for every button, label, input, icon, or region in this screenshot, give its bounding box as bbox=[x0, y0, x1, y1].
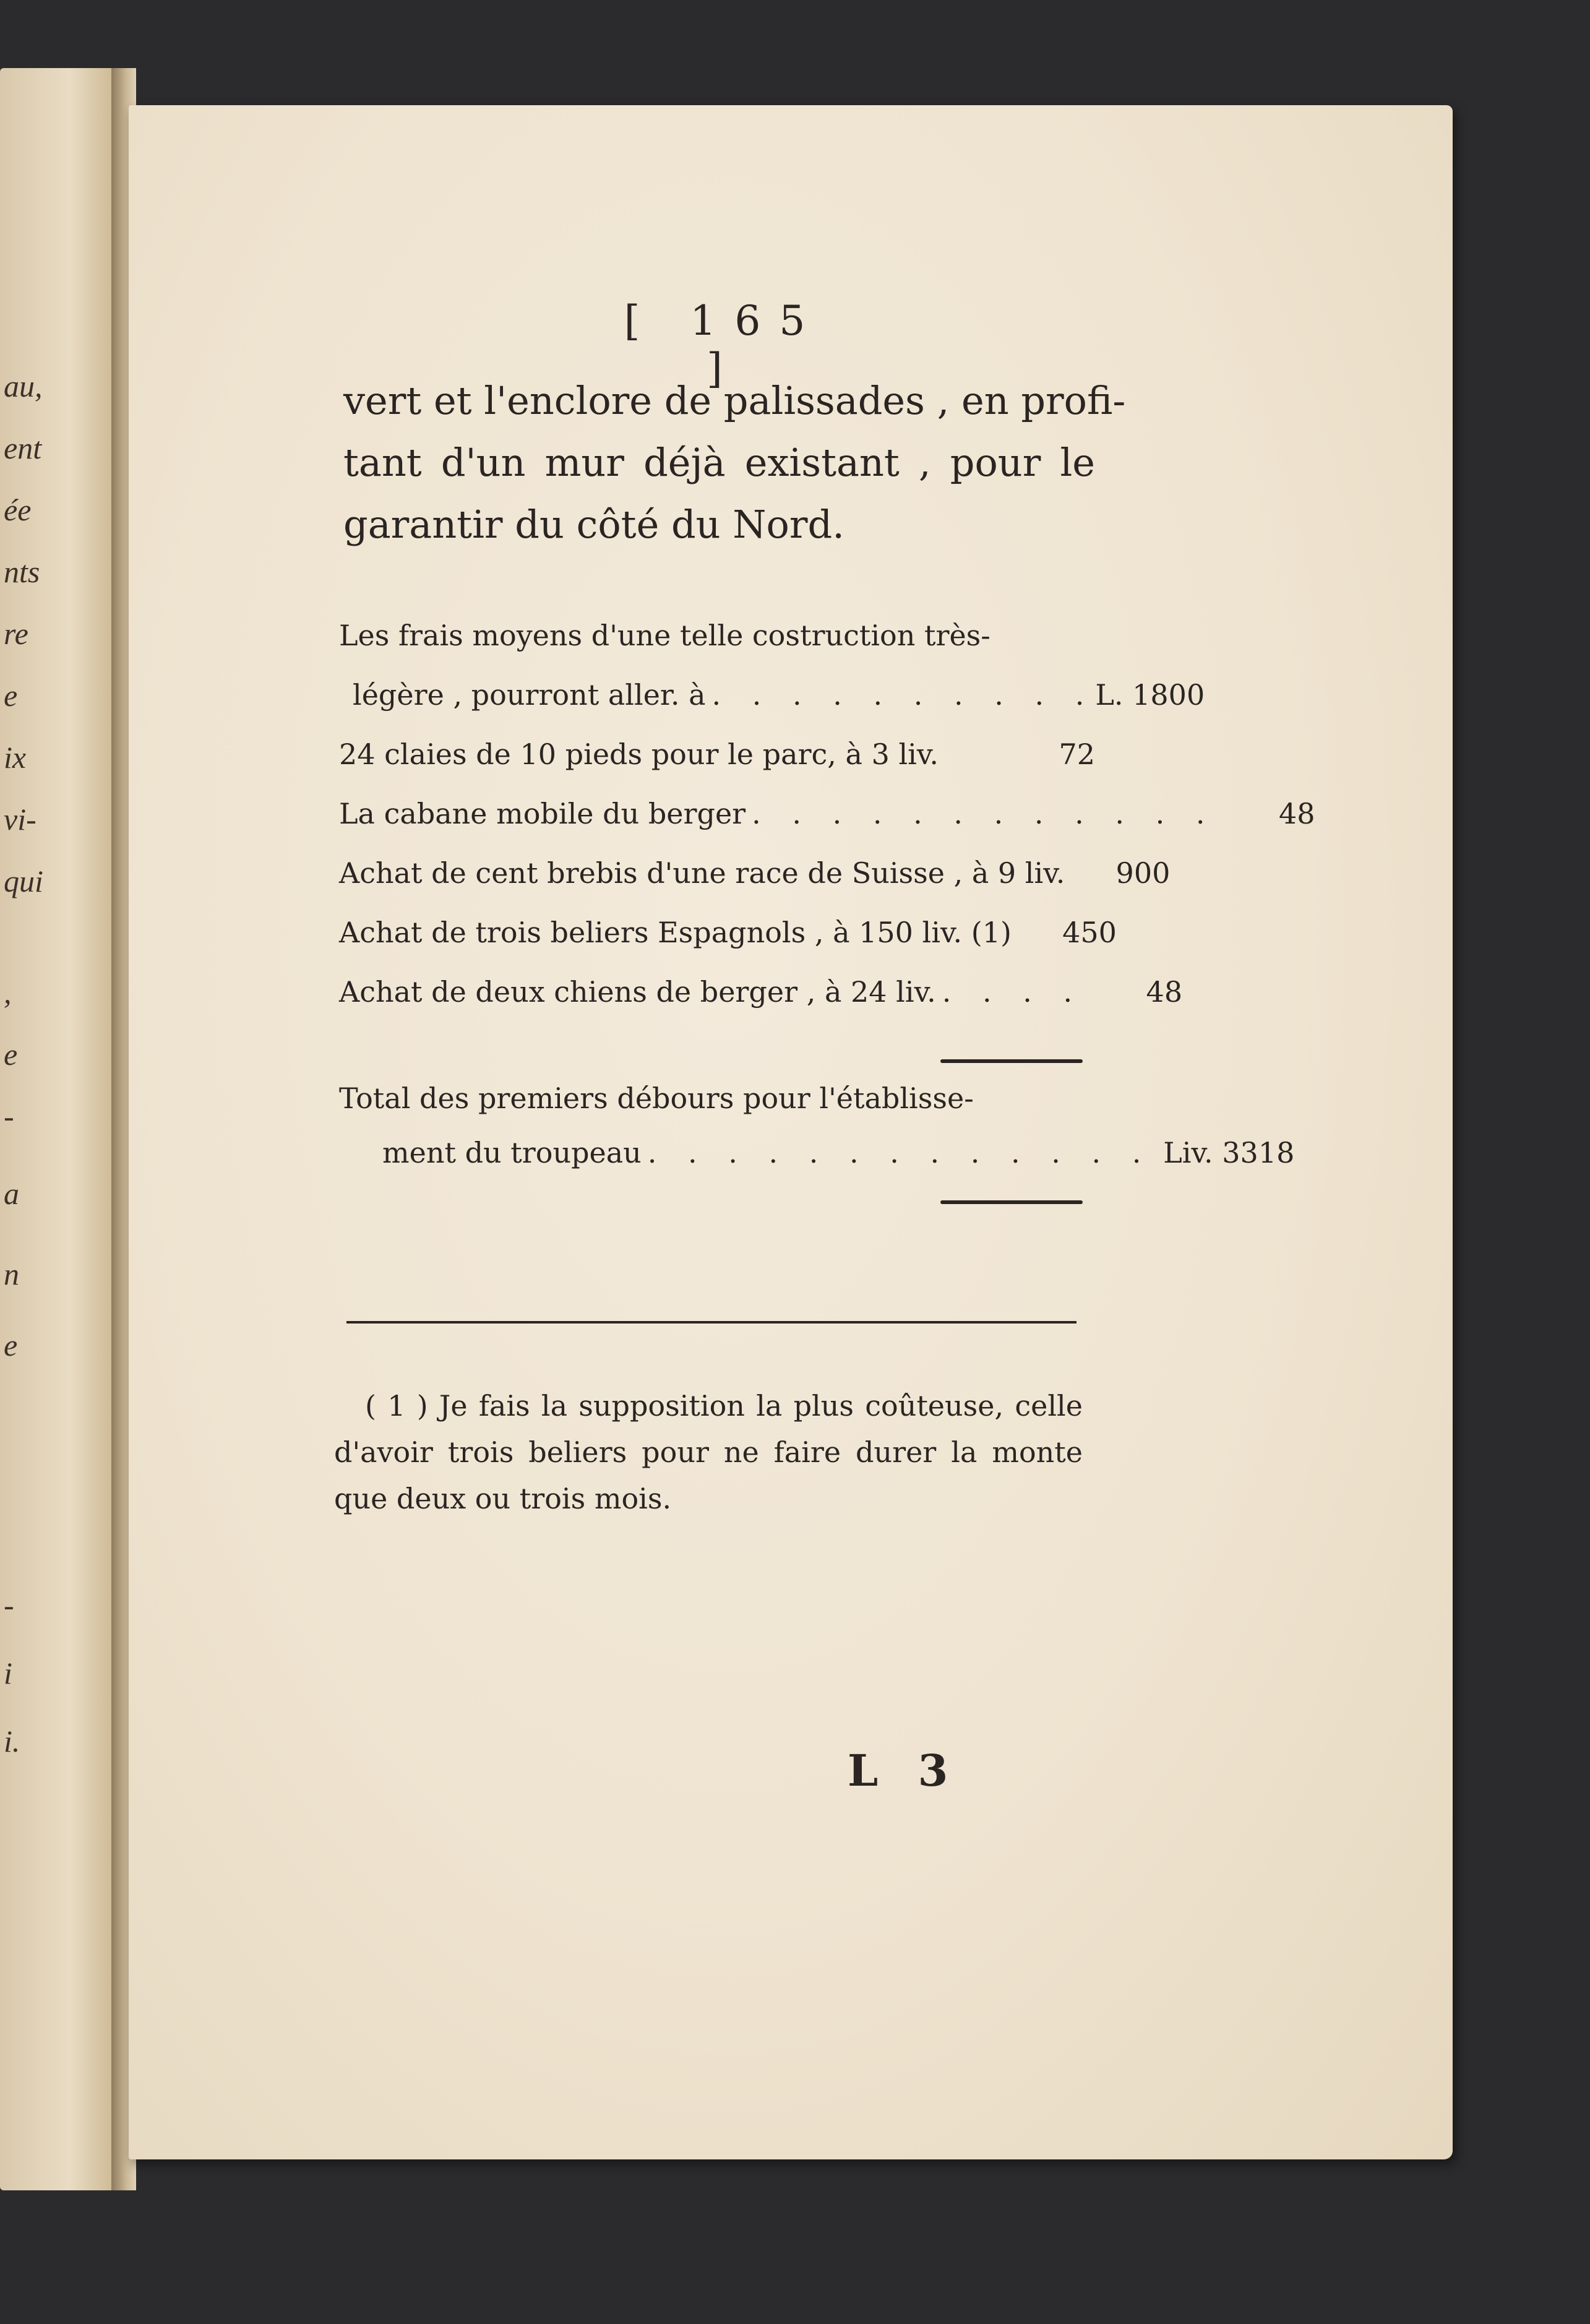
expense-label: légère , pourront aller. à bbox=[353, 678, 706, 712]
left-page-fragment: , bbox=[4, 975, 12, 1010]
total-amount: Liv. 3318 bbox=[1163, 1136, 1295, 1169]
signature-mark: L 3 bbox=[848, 1745, 961, 1796]
left-page-fragment: nts bbox=[4, 554, 40, 589]
expense-label: Achat de cent brebis d'une race de Suisse , à 9 liv. bbox=[339, 856, 1065, 890]
left-page-fragment: re bbox=[4, 616, 28, 651]
expense-label: Les frais moyens d'une telle costruction très- bbox=[339, 619, 991, 652]
expense-row bbox=[339, 856, 1171, 912]
expense-amount: 450 bbox=[1062, 916, 1117, 949]
left-page-fragment: - bbox=[4, 1099, 14, 1134]
expense-label: Achat de trois beliers Espagnols , à 150 liv. (1) bbox=[339, 916, 1012, 949]
left-page-fragment: au, bbox=[4, 369, 43, 403]
left-page-edge bbox=[0, 68, 127, 2190]
expense-label: Achat de deux chiens de berger , à 24 liv. bbox=[339, 975, 936, 1009]
left-page-fragment: a bbox=[4, 1176, 19, 1211]
expense-row bbox=[339, 678, 1205, 734]
expense-row bbox=[339, 797, 1315, 853]
body-paragraph bbox=[343, 370, 1126, 556]
left-page-fragment: - bbox=[4, 1588, 14, 1622]
left-page-fragment: vi- bbox=[4, 802, 37, 837]
total-label: ment du troupeau bbox=[382, 1136, 642, 1169]
footnote-line: que deux ou trois mois. bbox=[334, 1482, 672, 1515]
paragraph-line: garantir du côté du Nord. bbox=[343, 502, 844, 547]
left-page-fragment: qui bbox=[4, 864, 43, 898]
leader-dots: . . . . bbox=[942, 975, 1084, 1009]
leader-dots: . . . . . . . . . . . . . bbox=[647, 1136, 1153, 1169]
paragraph-line: vert et l'enclore de palissades , en profi- bbox=[343, 378, 1126, 423]
expense-amount: 72 bbox=[1059, 738, 1095, 771]
page-number: [ 165 ] bbox=[624, 297, 824, 392]
left-page-fragment: e bbox=[4, 678, 18, 713]
left-page-fragment: ent bbox=[4, 431, 42, 465]
total-label: Total des premiers débours pour l'établisse- bbox=[339, 1082, 974, 1115]
expense-label: 24 claies de 10 pieds pour le parc, à 3 liv. bbox=[339, 738, 939, 771]
expense-row bbox=[339, 619, 1095, 674]
expense-amount: 48 bbox=[1146, 975, 1183, 1009]
left-page-fragment: i bbox=[4, 1656, 12, 1690]
leader-dots: . . . . . . . . . . . . bbox=[752, 797, 1216, 830]
footnote-separator bbox=[346, 1321, 1076, 1323]
left-page-fragment: e bbox=[4, 1037, 18, 1072]
footnote-line: ( 1 ) Je fais la supposition la plus coûteuse, celle bbox=[365, 1389, 1083, 1422]
footnote bbox=[334, 1383, 1083, 1522]
footnote-line: d'avoir trois beliers pour ne faire durer la monte bbox=[334, 1435, 1083, 1469]
total-row bbox=[339, 1136, 1295, 1192]
leader-dots: . . . . . . . . . . bbox=[711, 678, 1096, 712]
expense-amount: 900 bbox=[1115, 856, 1171, 890]
subtotal-rule bbox=[940, 1059, 1083, 1063]
left-page-fragment: e bbox=[4, 1328, 18, 1362]
expense-row bbox=[339, 738, 1095, 793]
expense-amount: 48 bbox=[1278, 797, 1315, 830]
expense-row bbox=[339, 975, 1183, 1031]
left-page-fragment: ix bbox=[4, 740, 27, 775]
left-page-fragment: ée bbox=[4, 493, 32, 527]
total-rule bbox=[940, 1200, 1083, 1204]
left-page-fragment: n bbox=[4, 1257, 19, 1291]
expense-label: La cabane mobile du berger bbox=[339, 797, 746, 830]
expense-amount: L. 1800 bbox=[1095, 678, 1205, 712]
paragraph-line: tant d'un mur déjà existant , pour le bbox=[343, 440, 1095, 485]
expense-row bbox=[339, 916, 1117, 971]
left-page-fragment: i. bbox=[4, 1724, 20, 1758]
total-row bbox=[339, 1082, 1095, 1137]
